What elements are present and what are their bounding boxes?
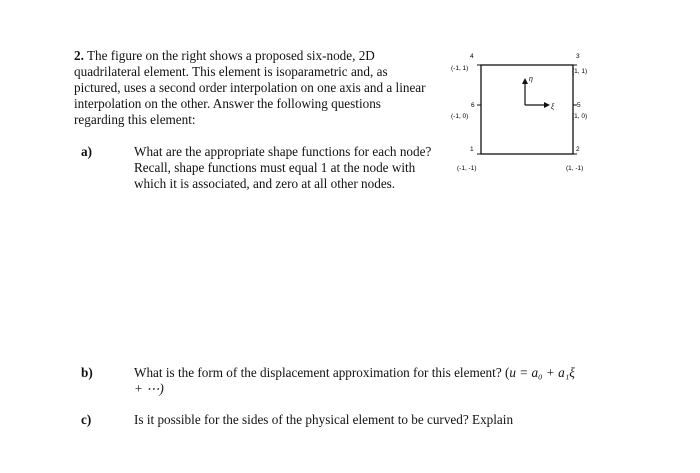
node-1-coord: (-1, -1) xyxy=(457,165,477,172)
question-c-label: c) xyxy=(81,412,92,427)
element-boundary xyxy=(481,65,573,154)
xi-arrow-icon xyxy=(544,102,550,108)
element-diagram xyxy=(440,40,600,190)
eta-label: η xyxy=(529,76,533,83)
node-3-coord: (1, 1) xyxy=(572,68,588,75)
node-3-id: 3 xyxy=(576,53,580,60)
node-6-id: 6 xyxy=(471,102,475,109)
displacement-formula: u = a₀ + a₁ξ + ⋯) xyxy=(134,365,575,396)
node-6-coord: (-1, 0) xyxy=(451,113,469,120)
element-figure xyxy=(440,40,600,190)
problem-intro xyxy=(74,48,434,128)
problem-statement: The figure on the right shows a proposed six-node, 2D quadrilateral element. This element is isoparametric and, as pictured, uses a second order interpolation on one axis and a linear interpolation on the other. Answer the following questions regarding this element: xyxy=(74,48,426,127)
question-c-text: Is it possible for the sides of the physical element to be curved? Explain xyxy=(134,412,514,427)
question-a-label: a) xyxy=(81,144,92,159)
node-5-id: 5 xyxy=(577,102,581,109)
node-2-id: 2 xyxy=(576,146,580,153)
question-b-label: b) xyxy=(81,365,93,380)
node-2-coord: (1, -1) xyxy=(566,165,584,172)
node-4-id: 4 xyxy=(470,53,474,60)
eta-arrow-icon xyxy=(522,78,528,84)
node-5-coord: (1, 0) xyxy=(572,113,588,120)
question-a-text: What are the appropriate shape functions for each node? Recall, shape functions must equal 1 at the node with which it is associated, and zero at all other nodes. xyxy=(134,144,432,191)
xi-label: ξ xyxy=(551,104,555,111)
node-1-id: 1 xyxy=(470,146,474,153)
node-4-coord: (-1, 1) xyxy=(451,65,469,72)
question-b-text: What is the form of the displacement approximation for this element? (u = a₀ + a₁ξ + ⋯) xyxy=(134,365,575,396)
problem-number: 2. xyxy=(74,48,84,63)
